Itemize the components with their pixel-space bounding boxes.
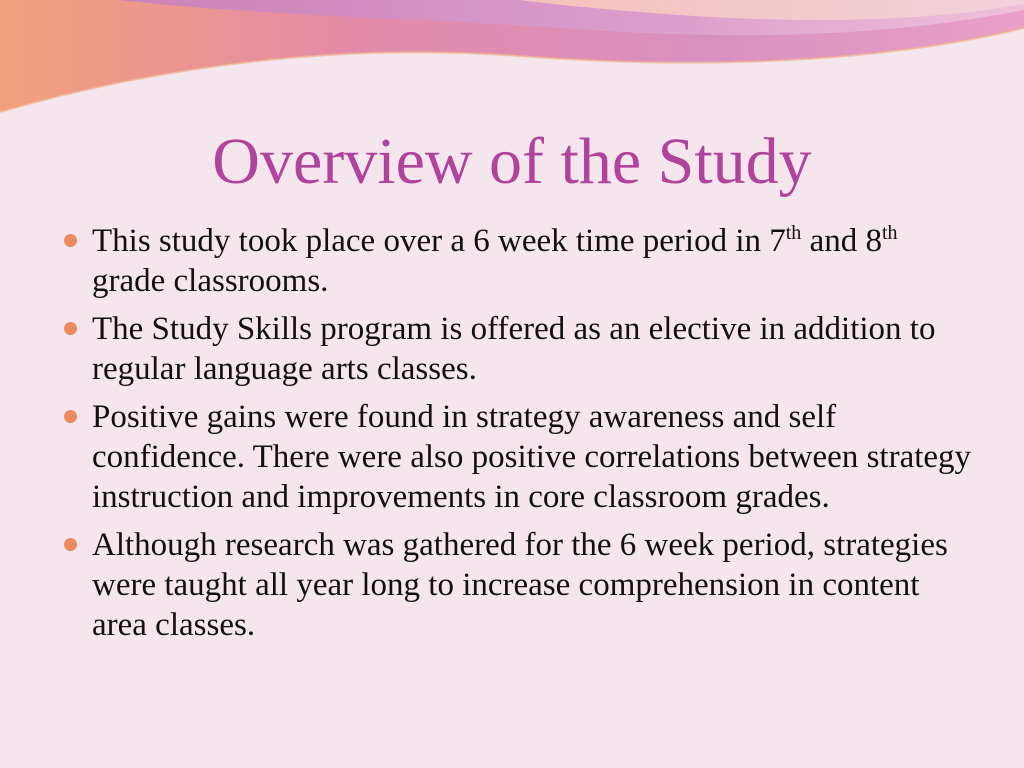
bullet-item-4 xyxy=(62,525,972,645)
decorative-swoosh-header xyxy=(0,0,1024,120)
bullet-dot-icon xyxy=(64,538,77,551)
superscript: th xyxy=(881,222,898,244)
slide-title: Overview of the Study xyxy=(212,125,812,198)
bullet-text: Positive gains were found in strategy awareness and self confidence. There were also positive correlations between strategy instruction and improvements in core classroom grades. xyxy=(92,399,972,515)
bullet-dot-icon xyxy=(64,234,77,247)
superscript: th xyxy=(785,222,802,244)
text-segment: This study took place over a 6 week time period in 7 xyxy=(92,223,786,259)
text-segment: grade classrooms. xyxy=(92,263,329,299)
bullet-text: Although research was gathered for the 6 week period, strategies were taught all year long to increase comprehension in content area classes. xyxy=(92,527,948,643)
bullet-item-1 xyxy=(62,221,972,301)
bullet-item-2 xyxy=(62,309,972,389)
bullet-item-3 xyxy=(62,397,972,517)
bullet-text: The Study Skills program is offered as an elective in addition to regular language arts classes. xyxy=(92,311,936,387)
bullet-text xyxy=(92,223,898,299)
bullet-list xyxy=(62,221,972,653)
bullet-dot-icon xyxy=(64,322,77,335)
bullet-dot-icon xyxy=(64,410,77,423)
text-segment: and 8 xyxy=(801,223,882,259)
